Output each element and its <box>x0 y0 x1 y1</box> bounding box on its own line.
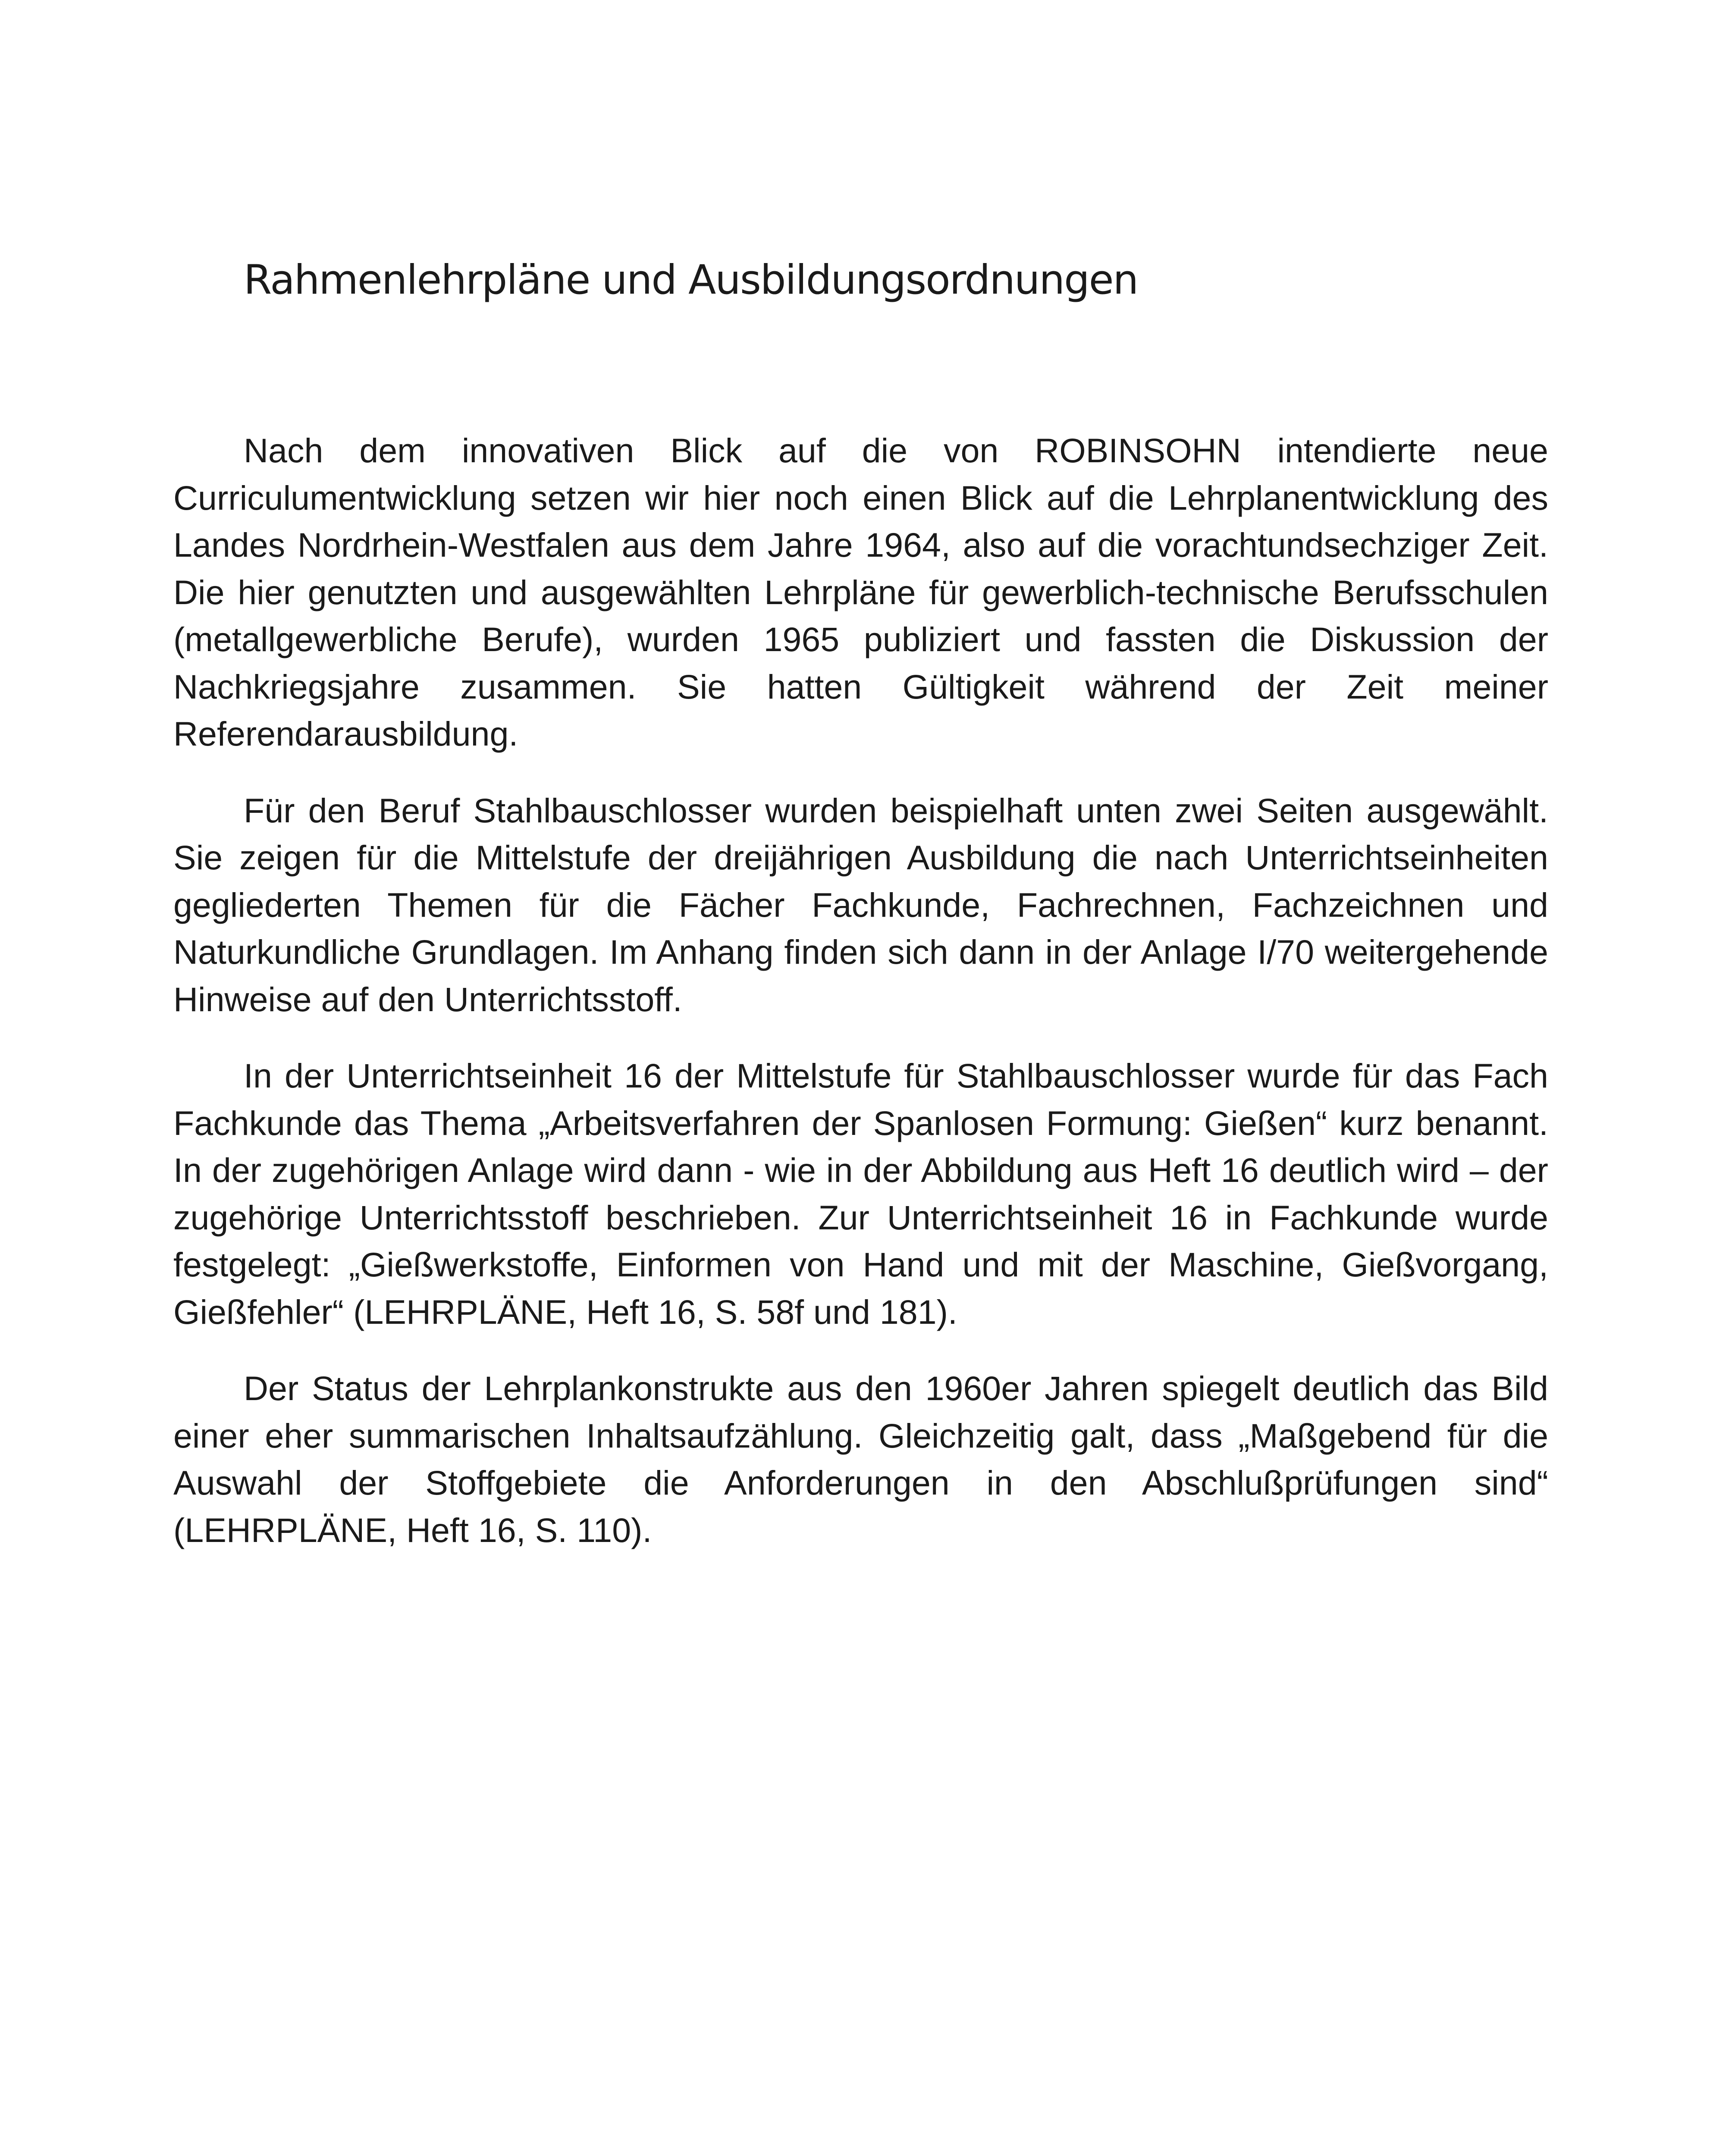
paragraph-2: Für den Beruf Stahlbauschlosser wurden beispielhaft unten zwei Seiten ausgewählt. Sie zeigen für die Mittelstufe der dreijährigen Ausbildung die nach Unterrichtseinheiten gegliederten Themen für die Fächer Fachkunde, Fachrechnen, Fachzeichnen und Naturkundliche Grundlagen. Im Anhang finden sich dann in der Anlage I/70 weitergehende Hinweise auf den Unterrichtsstoff. <box>173 791 1548 1018</box>
body-text <box>173 427 1548 1583</box>
paragraph-1: Nach dem innovativen Blick auf die von ROBINSOHN intendierte neue Curriculumentwicklung setzen wir hier noch einen Blick auf die Lehrplanentwicklung des Landes Nordrhein-Westfalen aus dem Jahre 1964, also auf die vorachtundsechziger Zeit. Die hier genutzten und ausgewählten Lehrpläne für gewerblich-technische Berufsschulen (metallgewerbliche Berufe), wurden 1965 publiziert und fassten die Diskussion der Nachkriegsjahre zusammen. Sie hatten Gültigkeit während der Zeit meiner Referendarausbildung. <box>173 431 1548 753</box>
paragraph-4: Der Status der Lehrplankonstrukte aus den 1960er Jahren spiegelt deutlich das Bild einer eher summarischen Inhaltsaufzählung. Gleichzeitig galt, dass „Maßgebend für die Auswahl der Stoffgebiete die Anforderungen in den Abschlußprüfungen sind“ (LEHRPLÄNE, Heft 16, S. 110). <box>173 1369 1548 1549</box>
paragraph-3: In der Unterrichtseinheit 16 der Mittelstufe für Stahlbauschlosser wurde für das Fach Fachkunde das Thema „Arbeitsverfahren der Spanlosen Formung: Gießen“ kurz benannt. In der zugehörigen Anlage wird dann - wie in der Abbildung aus Heft 16 deutlich wird – der zugehörige Unterrichtsstoff beschrieben. Zur Unterrichtseinheit 16 in Fachkunde wurde festgelegt: „Gießwerkstoffe, Einformen von Hand und mit der Maschine, Gießvorgang, Gießfehler“ (LEHRPLÄNE, Heft 16, S. 58f und 181). <box>173 1056 1548 1331</box>
section-heading: Rahmenlehrpläne und Ausbildungsordnungen <box>244 257 1138 304</box>
